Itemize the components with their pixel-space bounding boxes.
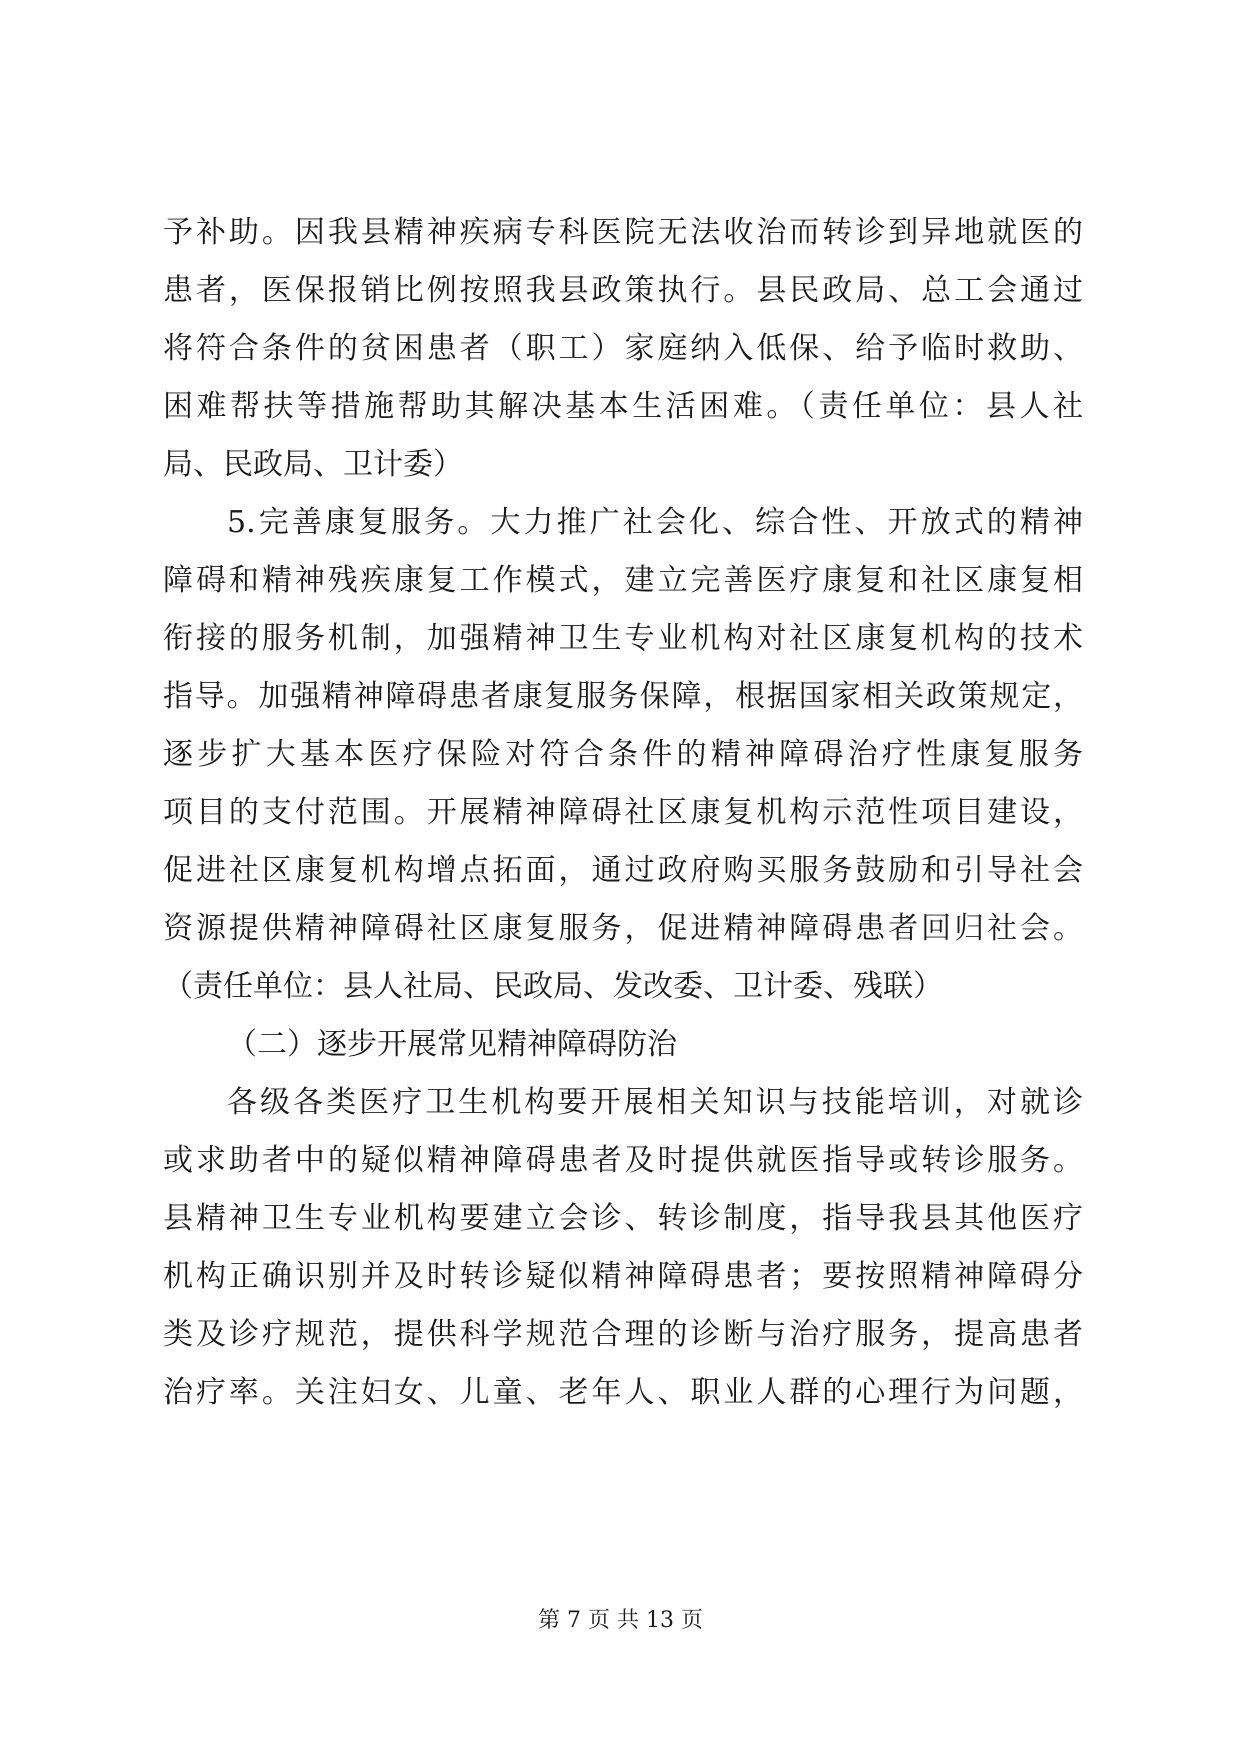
- paragraph-line: 障碍和精神残疾康复工作模式，建立完善医疗康复和社区康复相: [163, 563, 1083, 598]
- paragraph-line: 指导。加强精神障碍患者康复服务保障，根据国家相关政策规定，: [163, 679, 1083, 714]
- paragraph-line: 促进社区康复机构增点拓面，通过政府购买服务鼓励和引导社会: [163, 853, 1083, 888]
- paragraph-line: 机构正确识别并及时转诊疑似精神障碍患者；要按照精神障碍分: [163, 1259, 1083, 1294]
- page-number-footer: 第 7 页 共 13 页: [538, 1608, 703, 1633]
- paragraph-line: 资源提供精神障碍社区康复服务，促进精神障碍患者回归社会。: [163, 911, 1083, 946]
- paragraph-line: 困难帮扶等措施帮助其解决基本生活困难。（责任单位：县人社: [163, 389, 1083, 424]
- paragraph-line: 将符合条件的贫困患者（职工）家庭纳入低保、给予临时救助、: [163, 331, 1083, 366]
- paragraph-line: 类及诊疗规范，提供科学规范合理的诊断与治疗服务，提高患者: [163, 1317, 1083, 1352]
- paragraph-line: （责任单位：县人社局、民政局、发改委、卫计委、残联）: [163, 969, 943, 1004]
- paragraph-line: 项目的支付范围。开展精神障碍社区康复机构示范性项目建设，: [163, 795, 1083, 830]
- paragraph-line: 患者，医保报销比例按照我县政策执行。县民政局、总工会通过: [163, 273, 1083, 308]
- paragraph-line: 局、民政局、卫计委）: [163, 447, 463, 482]
- section-heading: （二）逐步开展常见精神障碍防治: [227, 1027, 677, 1062]
- paragraph-line: 予补助。因我县精神疾病专科医院无法收治而转诊到异地就医的: [163, 215, 1083, 250]
- paragraph-line: 或求助者中的疑似精神障碍患者及时提供就医指导或转诊服务。: [163, 1143, 1083, 1178]
- paragraph-line: 治疗率。关注妇女、儿童、老年人、职业人群的心理行为问题，: [163, 1375, 1083, 1410]
- paragraph-line: 各级各类医疗卫生机构要开展相关知识与技能培训，对就诊: [227, 1085, 1083, 1120]
- paragraph-line: 5.完善康复服务。大力推广社会化、综合性、开放式的精神: [227, 505, 1083, 540]
- paragraph-line: 衔接的服务机制，加强精神卫生专业机构对社区康复机构的技术: [163, 621, 1083, 656]
- paragraph-line: 逐步扩大基本医疗保险对符合条件的精神障碍治疗性康复服务: [163, 737, 1083, 772]
- paragraph-line: 县精神卫生专业机构要建立会诊、转诊制度，指导我县其他医疗: [163, 1201, 1083, 1236]
